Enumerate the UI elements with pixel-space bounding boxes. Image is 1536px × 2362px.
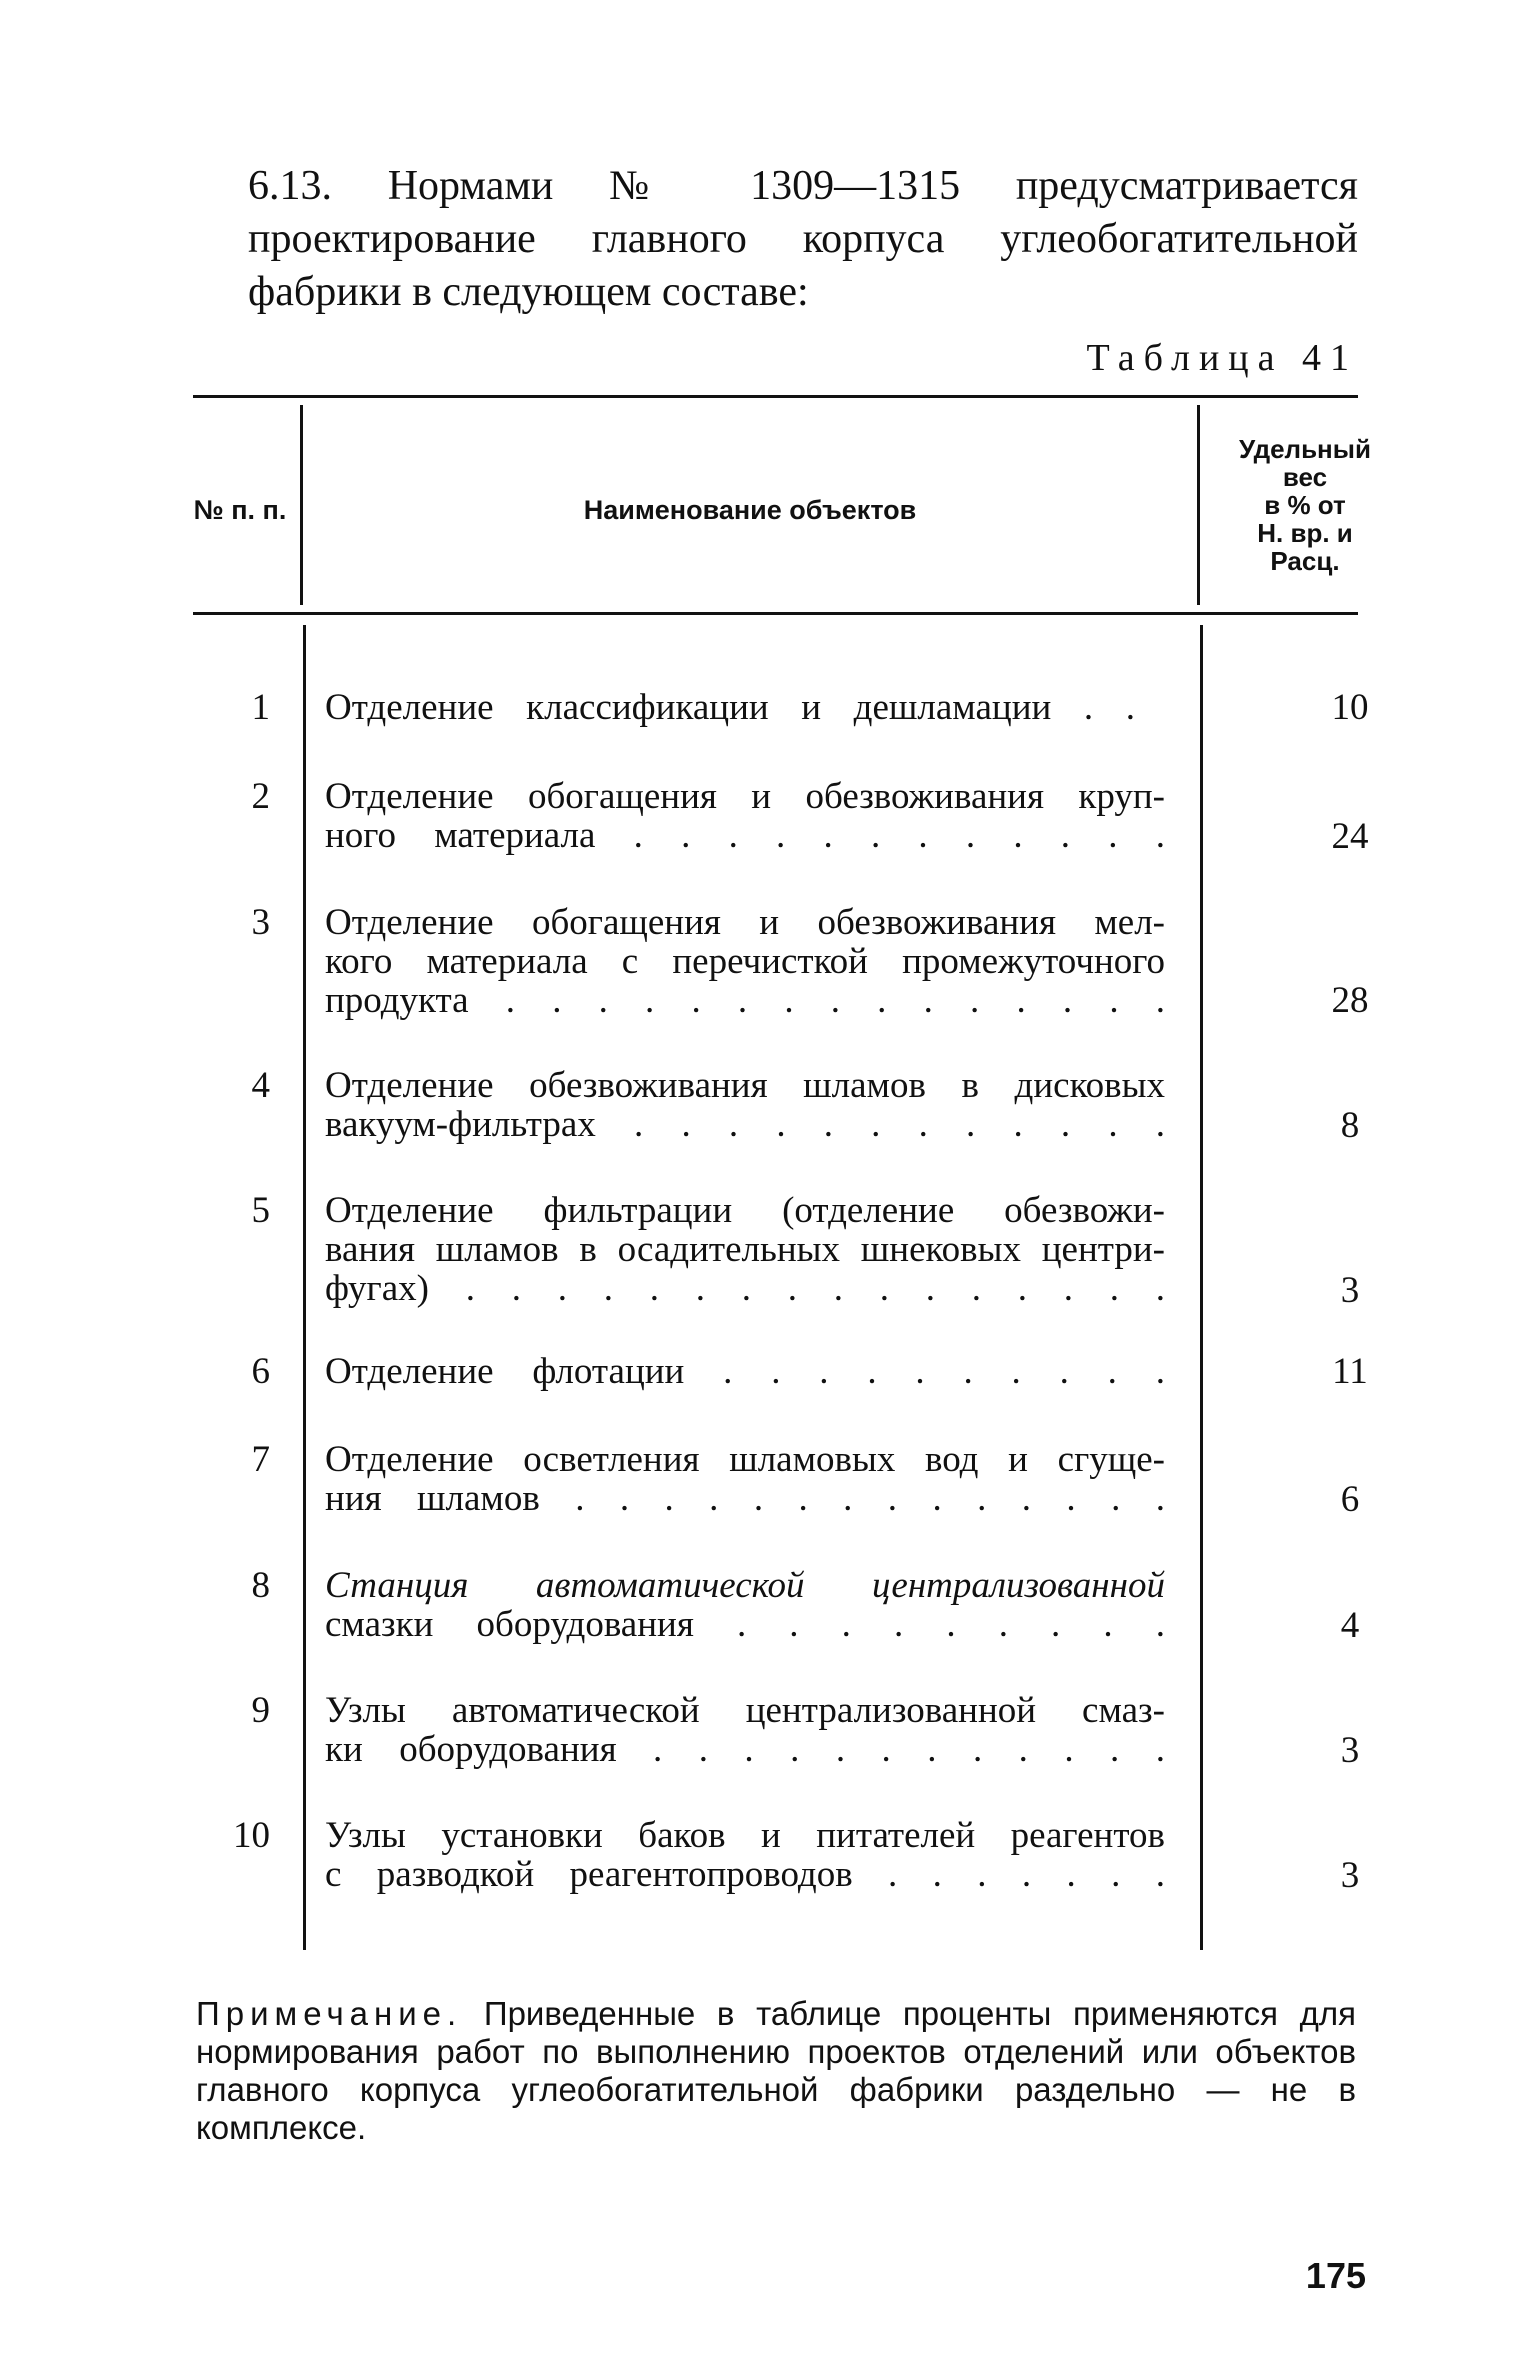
row-number: 3: [251, 902, 270, 943]
row-value: 3: [1340, 1270, 1360, 1311]
row-name-line: с разводкой реагентопроводов . . . . . . .: [325, 1854, 1165, 1895]
row-value: 10: [1331, 687, 1369, 728]
header-name: Наименование объектов: [583, 495, 917, 525]
row-name-line: Узлы установки баков и питателей реагентов: [325, 1815, 1165, 1856]
row-value: 8: [1340, 1105, 1360, 1146]
row-number: 4: [251, 1065, 270, 1106]
row-number: 8: [251, 1565, 270, 1606]
table-note: [196, 1995, 1356, 2147]
table-top-rule: [193, 395, 1358, 398]
intro-paragraph: 6.13. Нормами № 1309—1315 предусматривается проектирование главного корпуса углеобогатительной фабрики в следующем составе:: [248, 163, 1358, 315]
row-name-line: Отделение классификации и дешламации . .: [325, 687, 1135, 728]
row-number: 7: [251, 1439, 270, 1480]
row-name-line: Отделение обогащения и обезвоживания мел-: [325, 902, 1165, 943]
header-weight-line: Расц.: [1270, 546, 1340, 576]
row-name-line: Отделение обогащения и обезвоживания круп-: [325, 776, 1165, 817]
row-name-line: ного материала . . . . . . . . . . . .: [325, 815, 1165, 856]
row-value: 24: [1331, 816, 1369, 857]
row-value: 28: [1331, 980, 1369, 1021]
row-name-line: ния шламов . . . . . . . . . . . . . .: [325, 1478, 1165, 1519]
row-name: [325, 1191, 1165, 1308]
header-weight-line: Удельный: [1239, 434, 1371, 464]
row-name-line: кого материала с перечисткой промежуточного: [325, 941, 1165, 982]
row-name-line: Отделение осветления шламовых вод и сгуще-: [325, 1439, 1165, 1480]
row-number: 10: [233, 1815, 270, 1856]
row-number: 2: [251, 776, 270, 817]
page-number: 175: [1305, 2255, 1366, 2296]
header-weight-line: в % от: [1264, 490, 1346, 520]
row-name-line: Станция автоматической централизованной: [325, 1565, 1165, 1606]
table-caption: Таблица 41: [1086, 337, 1358, 379]
header-weight-line: Н. вр. и: [1257, 518, 1353, 548]
row-name-line: вания шламов в осадительных шнековых центри-: [325, 1229, 1165, 1270]
header-bottom-rule: [193, 612, 1358, 615]
header-divider-left: [300, 405, 303, 605]
row-name: [325, 903, 1165, 1020]
body-divider-right: [1200, 625, 1203, 1950]
row-name-line: Отделение фильтрации (отделение обезвожи-: [325, 1190, 1165, 1231]
row-name: [325, 688, 1135, 727]
row-number: 1: [251, 687, 270, 728]
row-name: [325, 1066, 1165, 1144]
row-name: [325, 1352, 1165, 1391]
row-name: [325, 1816, 1165, 1894]
row-name-line: ки оборудования . . . . . . . . . . . .: [325, 1729, 1165, 1770]
row-value: 3: [1340, 1730, 1360, 1771]
header-number: № п. п.: [193, 495, 287, 525]
row-value: 4: [1340, 1605, 1360, 1646]
row-number: 6: [251, 1351, 270, 1392]
row-value: 3: [1340, 1855, 1360, 1896]
row-name-line: Отделение обезвоживания шламов в дисковых: [325, 1065, 1165, 1106]
row-name-line: Отделение флотации . . . . . . . . . .: [325, 1351, 1165, 1392]
row-name: [325, 1566, 1165, 1644]
row-value: 6: [1340, 1479, 1360, 1520]
note-label: Примечание.: [196, 1995, 463, 2032]
row-value: 11: [1332, 1351, 1368, 1392]
row-name: [325, 777, 1165, 855]
row-name: [325, 1691, 1165, 1769]
row-name: [325, 1440, 1165, 1518]
row-name-line: продукта . . . . . . . . . . . . . . .: [325, 980, 1165, 1021]
row-number: 9: [251, 1690, 270, 1731]
body-divider-left: [303, 625, 306, 1950]
row-name-line: Узлы автоматической централизованной смаз-: [325, 1690, 1165, 1731]
row-name-line: смазки оборудования . . . . . . . . .: [325, 1604, 1165, 1645]
note-text: Приведенные в таблице проценты применяются для нормирования работ по выполнению проектов отделений или объектов главного корпуса углеобогатительной фабрики раздельно — не в комплексе.: [196, 1995, 1356, 2146]
row-name-line: вакуум-фильтрах . . . . . . . . . . . .: [325, 1104, 1165, 1145]
header-weight-line: вес: [1282, 462, 1328, 492]
row-number: 5: [251, 1190, 270, 1231]
row-name-line: фугах) . . . . . . . . . . . . . . . .: [325, 1268, 1165, 1309]
header-weight: [1200, 435, 1410, 575]
